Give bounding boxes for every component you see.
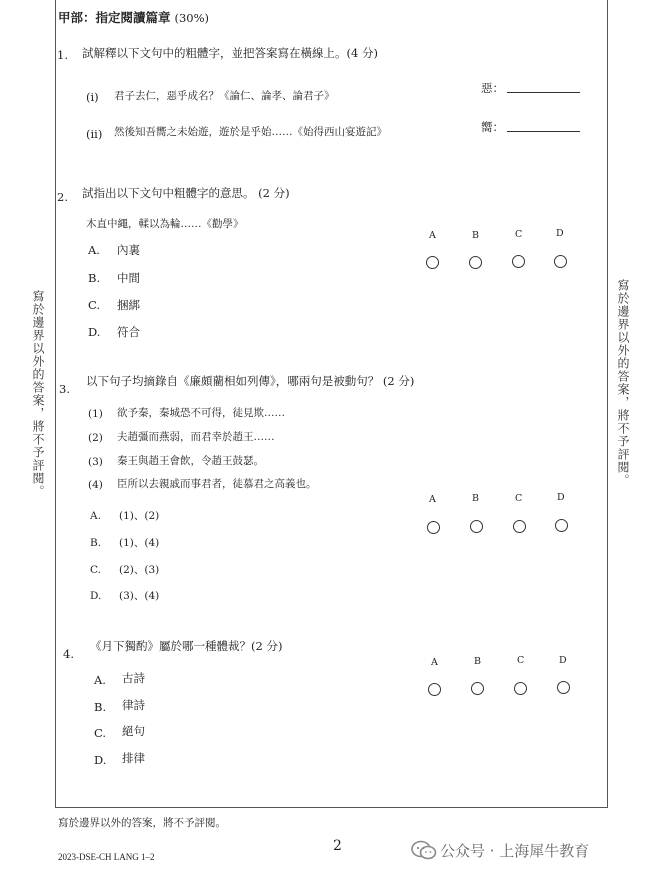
- q1-item-i-text: 君子去仁，惡乎成名？《論仁、論孝、論君子》: [114, 90, 335, 102]
- q3-option-a-text: (1)、(2): [119, 510, 160, 522]
- section-header: [58, 8, 209, 26]
- q2-bubble-label-d: D: [556, 228, 564, 239]
- q2-bubble-label-b: B: [472, 230, 479, 241]
- q3-option-c-text: (2)、(3): [119, 564, 160, 576]
- q1-number: 1.: [57, 48, 68, 62]
- q1-item-ii-answer-label: 嚮：: [481, 120, 504, 134]
- q4-bubble-label-a: A: [431, 657, 438, 668]
- q3-option-c-label: C.: [90, 564, 101, 576]
- wechat-logo-icon: [411, 840, 437, 860]
- q3-option-d-text: (3)、(4): [119, 590, 160, 602]
- q3-option-b-text: (1)、(4): [119, 537, 160, 549]
- q4-option-d-text: 排律: [122, 751, 145, 765]
- q4-bubble-d[interactable]: [557, 681, 570, 694]
- exam-code: 2023-DSE-CH LANG 1–2: [58, 852, 155, 862]
- q2-number: 2.: [57, 190, 68, 204]
- q3-sentence-1-label: (1): [88, 408, 103, 420]
- q2-option-d-label: D.: [88, 325, 101, 339]
- q2-option-b-text: 中間: [117, 271, 140, 285]
- q4-option-b-label: B.: [94, 700, 107, 714]
- q2-option-c-text: 捆綁: [117, 298, 140, 312]
- footer-note: 寫於邊界以外的答案，將不予評閱。: [58, 817, 226, 829]
- q3-option-d-label: D.: [90, 590, 102, 602]
- q4-bubble-b[interactable]: [471, 682, 484, 695]
- q1-item-ii-text: 然後知吾嚮之未始遊，遊於是乎始……《始得西山宴遊記》: [114, 126, 387, 138]
- q3-stem: 以下句子均摘錄自《廉頗藺相如列傳》，哪兩句是被動句？ (2 分): [86, 374, 415, 388]
- section-marks: (30%): [174, 11, 210, 25]
- q2-stem: 試指出以下文句中粗體字的意思。 (2 分): [82, 186, 290, 200]
- q1-item-i-answer-label: 惡：: [481, 81, 504, 95]
- left-margin-note: 寫於邊界以外的答案，將不予評閱。: [31, 290, 45, 498]
- q2-quote: 木直中繩，輮以為輪……《勸學》: [86, 218, 244, 230]
- q3-bubble-label-d: D: [557, 492, 565, 503]
- q2-option-b-label: B.: [88, 271, 101, 285]
- watermark-text: 公众号 · 上海犀牛教育: [440, 842, 590, 860]
- q1-item-ii-label: (ii): [86, 127, 103, 141]
- q1-item-ii-answer-line[interactable]: [507, 131, 580, 132]
- q4-bubble-label-c: C: [517, 655, 525, 666]
- page-number: 2: [333, 838, 342, 854]
- q3-sentence-4-label: (4): [88, 479, 103, 491]
- right-margin-note: 寫於邊界以外的答案，將不予評閱。: [616, 279, 630, 487]
- q3-number: 3.: [59, 382, 70, 396]
- q4-option-d-label: D.: [94, 753, 107, 767]
- q2-bubble-a[interactable]: [426, 256, 439, 269]
- q3-sentence-3-text: 秦王與趙王會飲，令趙王鼓瑟。: [117, 455, 264, 467]
- section-title: 甲部：指定閱讀篇章: [58, 10, 171, 25]
- q2-option-a-label: A.: [88, 243, 100, 257]
- q2-bubble-c[interactable]: [512, 255, 525, 268]
- q4-option-b-text: 律詩: [122, 698, 145, 712]
- q1-stem: 試解釋以下文句中的粗體字，並把答案寫在橫線上。(4 分): [82, 46, 378, 60]
- q4-bubble-label-d: D: [559, 655, 567, 666]
- q3-bubble-label-b: B: [472, 493, 479, 504]
- q4-bubble-a[interactable]: [428, 683, 441, 696]
- q3-sentence-1-text: 欲予秦，秦城恐不可得，徒見欺……: [117, 407, 285, 419]
- q2-option-c-label: C.: [88, 298, 101, 312]
- q4-number: 4.: [63, 647, 74, 661]
- q3-sentence-3-label: (3): [88, 456, 103, 468]
- q2-option-d-text: 符合: [117, 325, 140, 339]
- q4-stem: 《月下獨酌》屬於哪一種體裁？(2 分): [90, 639, 283, 653]
- q2-bubble-b[interactable]: [469, 256, 482, 269]
- q2-bubble-d[interactable]: [554, 255, 567, 268]
- q4-option-c-label: C.: [94, 726, 107, 740]
- q1-item-i-label: (i): [86, 90, 99, 104]
- q3-option-b-label: B.: [90, 537, 102, 549]
- q4-option-c-text: 絕句: [122, 724, 145, 738]
- q1-item-i-answer-line[interactable]: [507, 92, 580, 93]
- q2-bubble-label-a: A: [429, 230, 436, 241]
- q4-option-a-text: 古詩: [122, 671, 145, 685]
- q3-bubble-d[interactable]: [555, 519, 568, 532]
- q3-sentence-2-label: (2): [88, 432, 103, 444]
- q4-bubble-label-b: B: [474, 656, 481, 667]
- q2-bubble-label-c: C: [515, 229, 523, 240]
- q3-bubble-label-a: A: [429, 494, 436, 505]
- q3-option-a-label: A.: [90, 510, 101, 522]
- q3-bubble-b[interactable]: [470, 520, 483, 533]
- q4-option-a-label: A.: [94, 673, 106, 687]
- q4-bubble-c[interactable]: [514, 682, 527, 695]
- q3-sentence-4-text: 臣所以去親戚而事君者，徒慕君之高義也。: [117, 478, 317, 490]
- q3-sentence-2-text: 夫趙彊而燕弱，而君幸於趙王……: [117, 431, 275, 443]
- q3-bubble-c[interactable]: [513, 520, 526, 533]
- q3-bubble-label-c: C: [515, 493, 523, 504]
- q3-bubble-a[interactable]: [427, 521, 440, 534]
- q2-option-a-text: 內裏: [117, 243, 140, 257]
